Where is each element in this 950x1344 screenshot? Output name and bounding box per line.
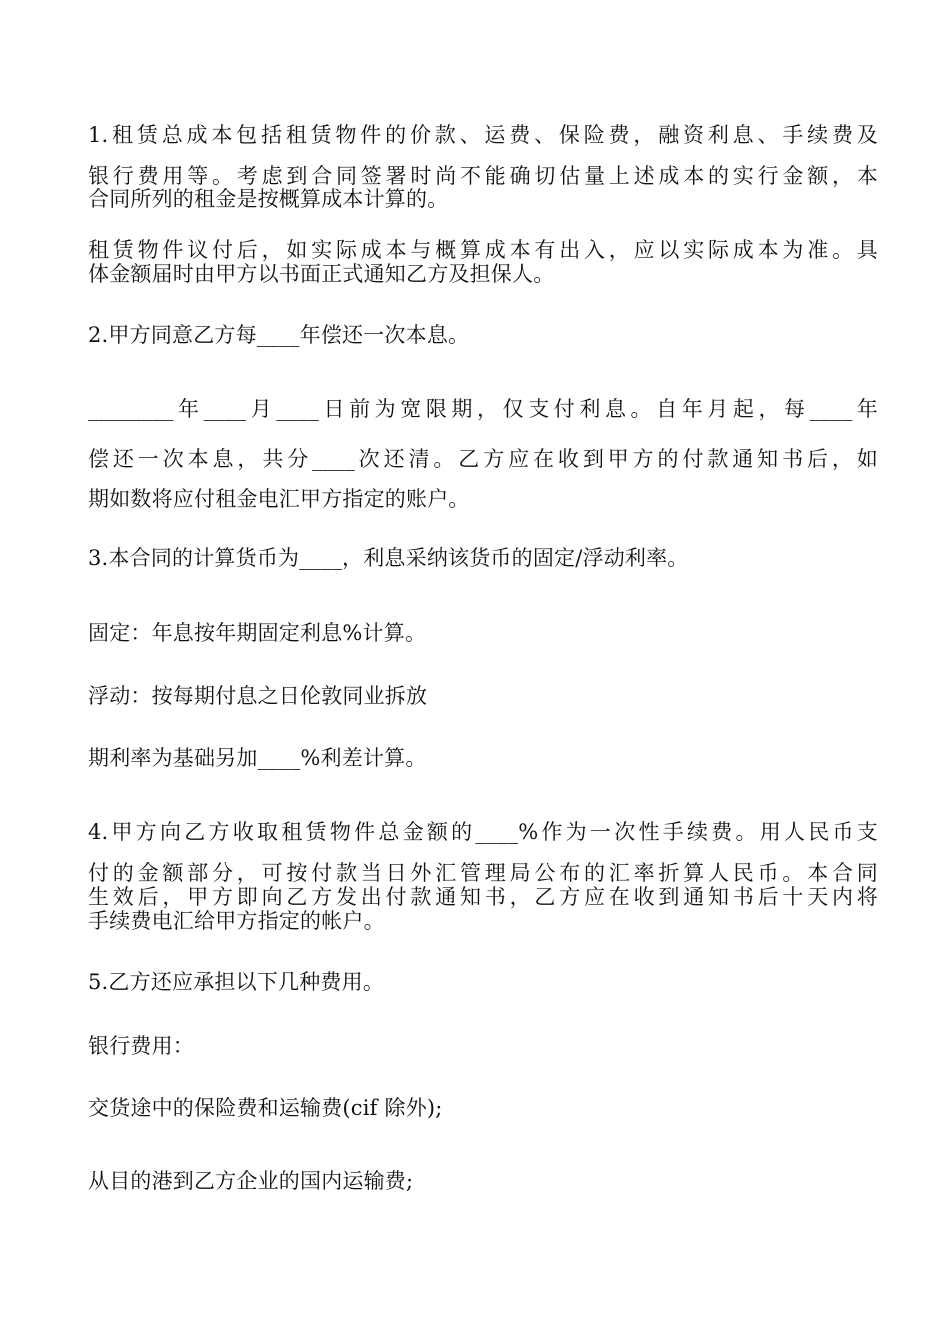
- clause-1-line-4: 租赁物件议付后，如实际成本与概算成本有出入，应以实际成本为准。具: [88, 238, 878, 262]
- clause-2-line-3: 偿还一次本息，共分____次还清。乙方应在收到甲方的付款通知书后，如: [88, 447, 878, 471]
- clause-5-insurance: 交货途中的保险费和运输费(cif 除外);: [88, 1096, 443, 1120]
- clause-3-floating: 浮动：按每期付息之日伦敦同业拆放: [88, 684, 428, 708]
- clause-1-line-2: 银行费用等。考虑到合同签署时尚不能确切估量上述成本的实行金额，本: [88, 164, 878, 188]
- clause-4-line-3: 生效后，甲方即向乙方发出付款通知书，乙方应在收到通知书后十天内将: [88, 885, 878, 909]
- clause-2-line-2: ________年____月____日前为宽限期，仅支付利息。自年月起，每____年: [88, 397, 878, 421]
- clause-4-line-4: 手续费电汇给甲方指定的帐户。: [88, 909, 385, 933]
- clause-4-line-2: 付的金额部分，可按付款当日外汇管理局公布的汇率折算人民币。本合同: [88, 861, 878, 885]
- clause-3-line-1: 3.本合同的计算货币为____，利息采纳该货币的固定/浮动利率。: [88, 546, 689, 570]
- clause-3-floating-cont: 期利率为基础另加____%利差计算。: [88, 746, 427, 770]
- clause-3-fixed: 固定：年息按年期固定利息%计算。: [88, 621, 427, 645]
- clause-2-line-1: 2.甲方同意乙方每____年偿还一次本息。: [88, 323, 470, 347]
- clause-4-line-1: 4.甲方向乙方收取租赁物件总金额的____%作为一次性手续费。用人民币支: [88, 820, 878, 844]
- clause-5-line-1: 5.乙方还应承担以下几种费用。: [88, 970, 385, 994]
- clause-1-line-5: 体金额届时由甲方以书面正式通知乙方及担保人。: [88, 262, 555, 286]
- clause-5-bank-fees: 银行费用：: [88, 1034, 194, 1058]
- clause-5-domestic-transport: 从目的港到乙方企业的国内运输费;: [88, 1169, 414, 1193]
- clause-1-line-1: 1.租赁总成本包括租赁物件的价款、运费、保险费，融资利息、手续费及: [88, 123, 878, 147]
- clause-1-line-3: 合同所列的租金是按概算成本计算的。: [88, 187, 449, 211]
- clause-2-line-4: 期如数将应付租金电汇甲方指定的账户。: [88, 487, 470, 511]
